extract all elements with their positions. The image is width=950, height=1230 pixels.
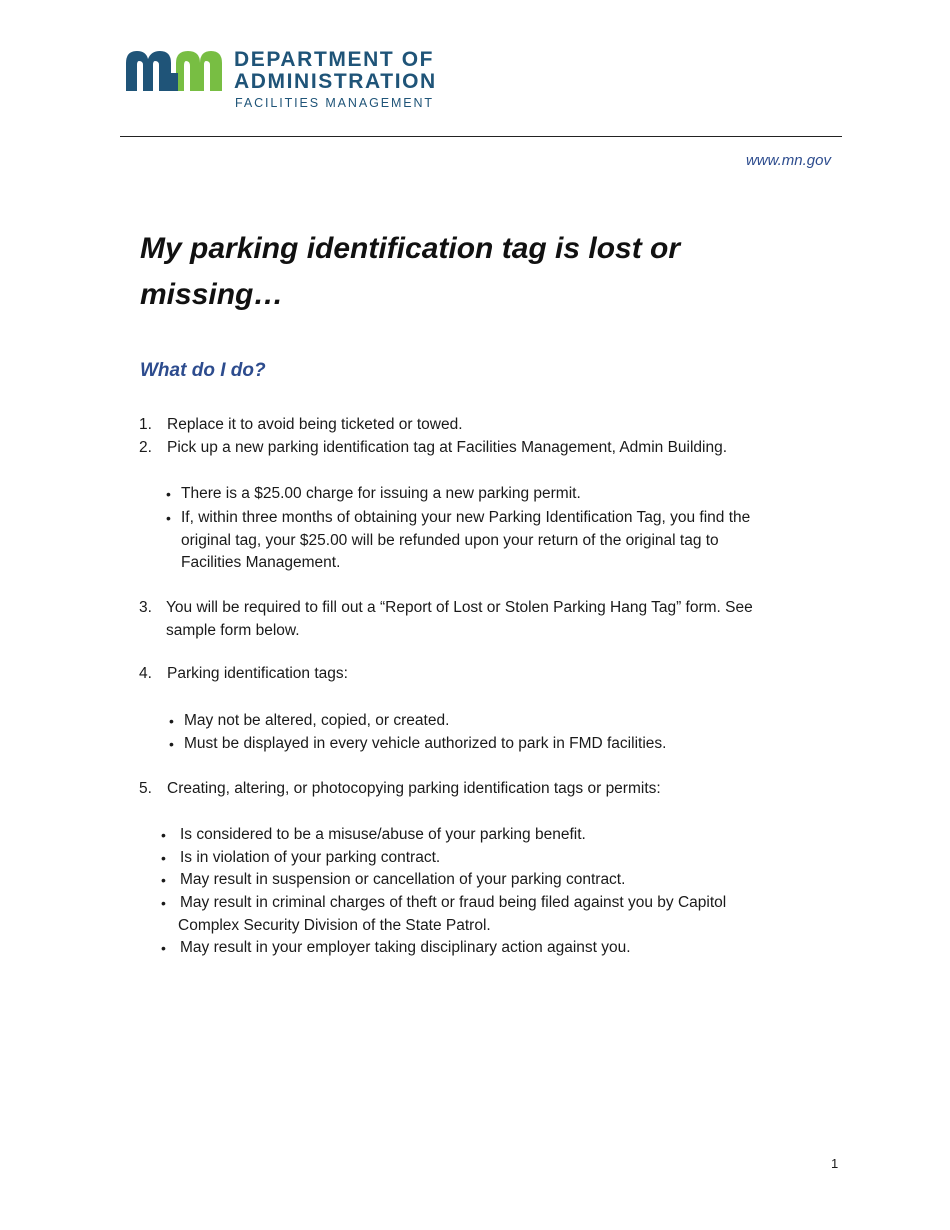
list-item-text: Replace it to avoid being ticketed or towed.	[167, 416, 463, 433]
list-item-text: Must be displayed in every vehicle authorized to park in FMD facilities.	[184, 735, 667, 752]
list-item-text: May result in suspension or cancellation of your parking contract.	[180, 871, 626, 888]
list-number: 4.	[139, 665, 152, 682]
list-item-text: There is a $25.00 charge for issuing a new parking permit.	[181, 485, 581, 502]
list-number: 1.	[139, 416, 152, 433]
page-title: My parking identification tag is lost or missing…	[140, 232, 681, 311]
bullet-icon: •	[161, 895, 166, 911]
bullet-icon: •	[161, 872, 166, 888]
org-name-line-3: FACILITIES MANAGEMENT	[235, 96, 434, 110]
org-name-line-2: ADMINISTRATION	[234, 70, 437, 93]
list-item-text: Pick up a new parking identification tag at Facilities Management, Admin Building.	[167, 439, 728, 456]
list-number: 2.	[139, 439, 152, 456]
bullet-icon: •	[166, 510, 171, 526]
list-item-text: original tag, your $25.00 will be refunded upon your return of the original tag to	[181, 531, 719, 549]
list-number: 5.	[139, 780, 152, 797]
bullet-icon: •	[161, 850, 166, 866]
list-number: 3.	[139, 599, 152, 616]
list-item-text: May result in your employer taking disciplinary action against you.	[180, 939, 631, 956]
list-item-text: Parking identification tags:	[167, 665, 348, 682]
page-number: 1	[831, 1156, 839, 1171]
bullet-icon: •	[161, 940, 166, 956]
bullet-icon: •	[169, 713, 174, 729]
list-item-text: Is considered to be a misuse/abuse of your parking benefit.	[180, 826, 586, 843]
list-item-text: If, within three months of obtaining your new Parking Identification Tag, you find the	[181, 509, 751, 526]
list-item-text: Creating, altering, or photocopying parking identification tags or permits:	[167, 780, 661, 797]
list-item-text: Complex Security Division of the State Patrol.	[178, 916, 491, 934]
website-link[interactable]: www.mn.gov	[745, 152, 831, 169]
bullet-icon: •	[161, 827, 166, 843]
org-name-line-1: DEPARTMENT OF	[234, 48, 435, 71]
bullet-icon: •	[169, 736, 174, 752]
list-item-text: Facilities Management.	[181, 554, 341, 571]
list-item-text: sample form below.	[166, 621, 300, 639]
list-item-text: You will be required to fill out a “Report of Lost or Stolen Parking Hang Tag” form. See	[166, 599, 753, 616]
section-subtitle: What do I do?	[140, 360, 266, 381]
list-item-text: Is in violation of your parking contract.	[180, 849, 441, 866]
list-item-text: May result in criminal charges of theft or fraud being filed against you by Capitol	[180, 894, 727, 911]
list-item-text: May not be altered, copied, or created.	[184, 712, 450, 729]
bullet-icon: •	[166, 486, 171, 502]
